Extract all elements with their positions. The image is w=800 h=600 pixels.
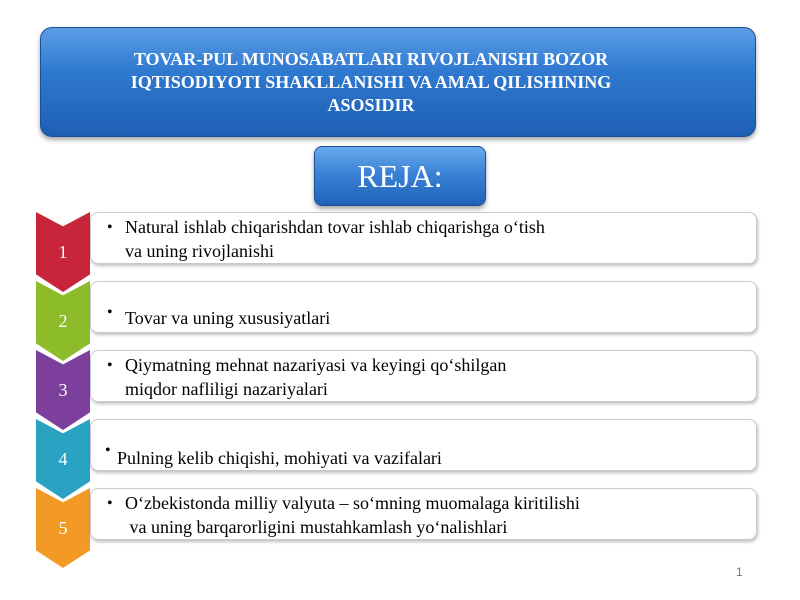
- text-line: miqdor nafliligi nazariyalari: [125, 379, 328, 399]
- bullet-icon: •: [107, 219, 113, 236]
- text-line: va uning barqarorligini mustahkamlash yo‘nalishlari: [125, 517, 508, 537]
- plan-item-bar-4: [90, 419, 757, 471]
- title-banner: [40, 27, 756, 137]
- chevron-number-3: 3: [58, 380, 68, 400]
- plan-item-bar-1: [90, 212, 757, 264]
- text-line: Pulning kelib chiqishi, mohiyati va vazifalari: [117, 448, 442, 468]
- text-line: Qiymatning mehnat nazariyasi va keyingi qo‘shilgan: [125, 355, 507, 375]
- chevron-number-5: 5: [58, 518, 68, 538]
- plan-item-4: [36, 419, 760, 499]
- plan-item-5: [36, 488, 760, 568]
- bullet-icon: •: [107, 304, 113, 321]
- slide-title: TOVAR-PUL MUNOSABATLARI RIVOJLANISHI BOZOR IQTISODIYOTI SHAKLLANISHI VA AMAL QILISHINING ASOSIDIR: [130, 49, 612, 115]
- plan-item-2: [36, 281, 760, 361]
- plan-label-box: REJA:: [314, 146, 486, 206]
- bullet-icon: •: [107, 495, 113, 512]
- text-line: Natural ishlab chiqarishdan tovar ishlab chiqarishga o‘tish: [125, 217, 545, 237]
- page-number: 1: [736, 565, 743, 579]
- text-line: Tovar va uning xususiyatlari: [125, 308, 331, 328]
- bullet-icon: •: [105, 442, 111, 459]
- text-line: va uning rivojlanishi: [125, 241, 274, 261]
- plan-item-bar-3: [90, 350, 757, 402]
- plan-item-text-1: [125, 215, 745, 263]
- text-line: O‘zbekistonda milliy valyuta – so‘mning muomalaga kiritilishi: [125, 493, 580, 513]
- plan-item-text-2: [125, 306, 745, 330]
- plan-item-bar-5: [90, 488, 757, 540]
- plan-item-bar-2: [90, 281, 757, 333]
- plan-item-3: [36, 350, 760, 430]
- plan-item-text-5: [125, 491, 745, 539]
- bullet-icon: •: [107, 357, 113, 374]
- chevron-number-4: 4: [58, 449, 68, 469]
- chevron-number-1: 1: [58, 242, 68, 262]
- plan-item-1: [36, 212, 760, 292]
- chevron-number-2: 2: [58, 311, 68, 331]
- plan-item-text-3: [125, 353, 745, 401]
- plan-item-text-4: [117, 446, 737, 470]
